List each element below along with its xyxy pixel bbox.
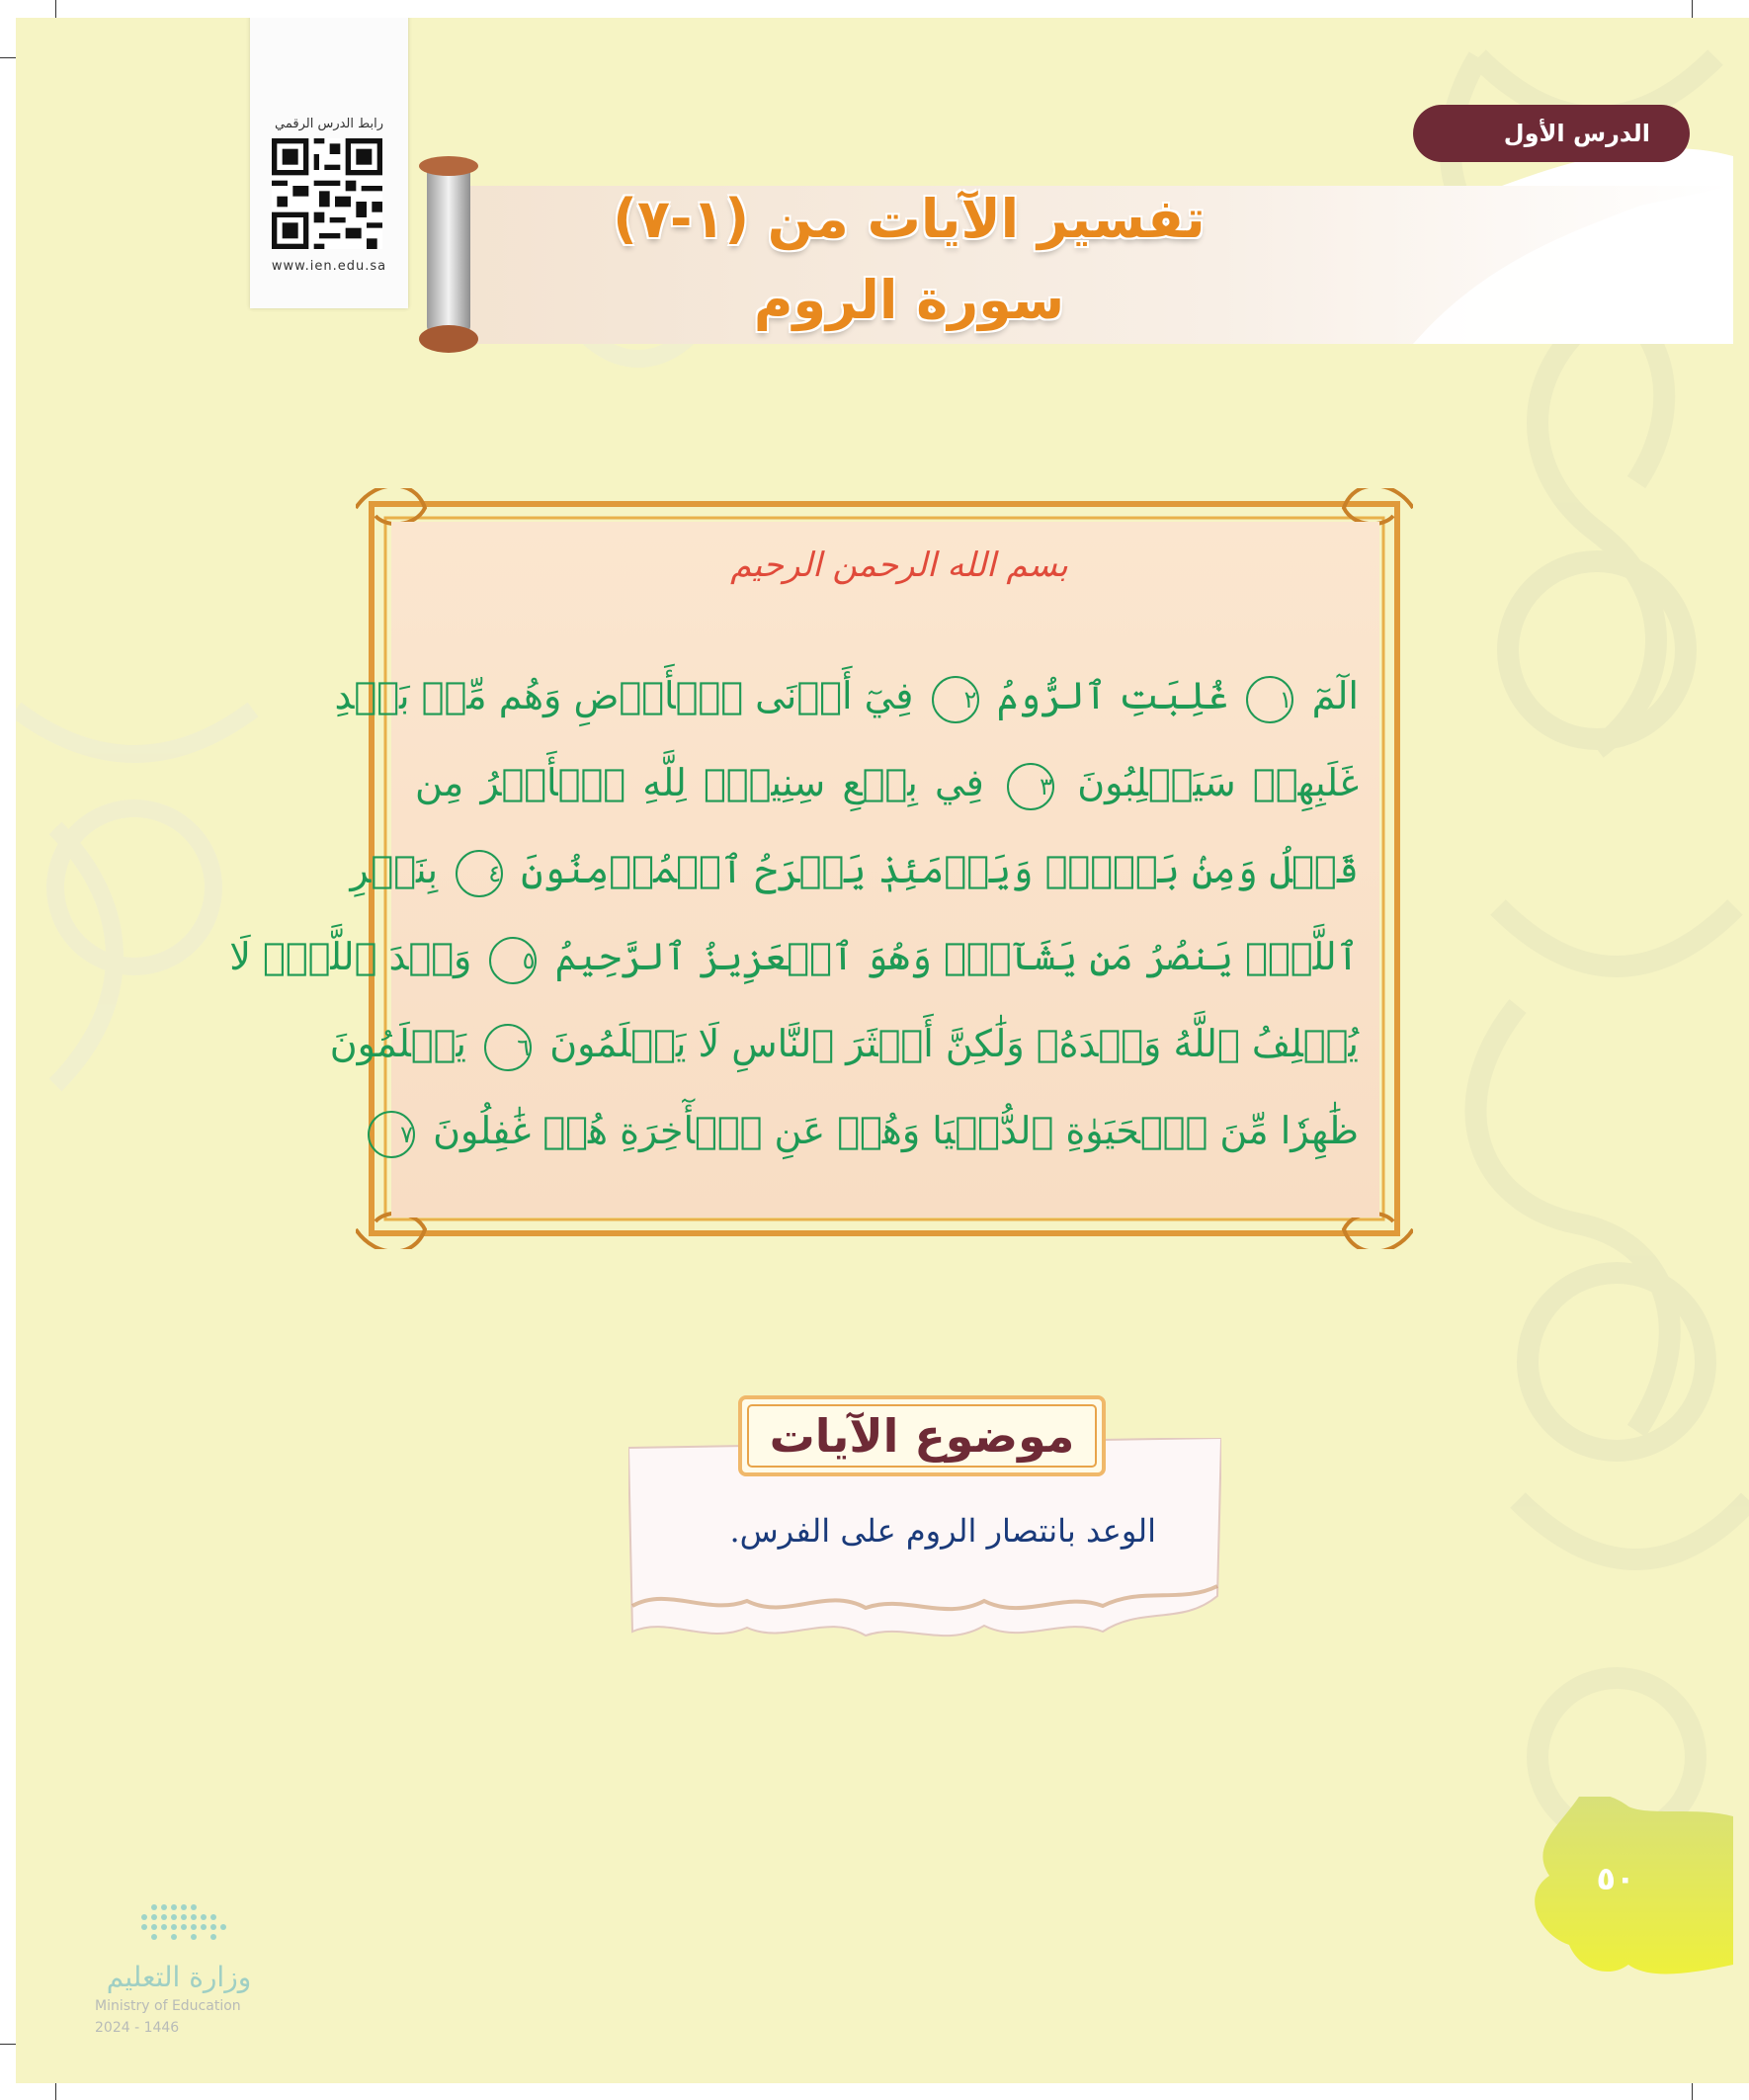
verse-line (229, 913, 1359, 1000)
verse-line (350, 826, 1359, 913)
verse-segment: غُلِبَتِ ٱلرُّومُ (996, 674, 1229, 717)
qr-url[interactable]: www.ien.edu.sa (271, 259, 387, 274)
verses-text (229, 652, 1359, 1174)
verse-number: ٥ (489, 937, 537, 984)
ministry-year: 2024 - 1446 (95, 2020, 180, 2036)
basmala: بسم الله الرحمن الرحيم (730, 546, 1068, 585)
lesson-title: تفسير الآيات من (١-٧) (613, 188, 1206, 250)
verse-line (415, 739, 1359, 826)
verse-segment: يَعۡلَمُونَ (329, 1022, 466, 1065)
verse-segment: ظَٰهِرٗا مِّنَ ٱلۡحَيَوٰةِ ٱلدُّنۡيَا وَهُمۡ عَنِ ٱلۡأٓخِرَةِ هُمۡ غَٰفِلُونَ (433, 1109, 1359, 1152)
verse-line (334, 652, 1359, 739)
qr-code-icon[interactable] (272, 138, 382, 249)
verse-number: ٣ (1007, 763, 1054, 810)
verse-segment: قَبۡلُ وَمِنۢ بَعۡدُۚ وَيَوۡمَئِذٖ يَفۡرَحُ ٱلۡمُؤۡمِنُونَ (521, 848, 1359, 891)
verse-line (329, 1000, 1359, 1087)
verse-segment: بِنَصۡرِ (350, 848, 439, 891)
verse-segment: ٱللَّهِۚ يَنصُرُ مَن يَشَآءُۖ وَهُوَ ٱلۡعَزِيزُ ٱلرَّحِيمُ (554, 935, 1359, 978)
topic-title: موضوع الآيات (769, 1409, 1075, 1463)
verse-segment: غَلَبِهِمۡ سَيَغۡلِبُونَ (1077, 761, 1359, 804)
verse-number: ١ (1246, 676, 1293, 723)
verse-number: ٧ (368, 1111, 415, 1158)
verse-number: ٤ (456, 850, 503, 897)
lesson-badge (1413, 105, 1690, 162)
verse-segment: فِي بِضۡعِ سِنِينَۗ لِلَّهِ ٱلۡأَمۡرُ مِن (415, 761, 984, 804)
lesson-badge-label: الدرس الأول (1503, 120, 1650, 147)
qr-card[interactable] (250, 18, 408, 308)
ministry-name-en: Ministry of Education (95, 1998, 241, 2014)
page-number: ٥٠ (1596, 1860, 1635, 1897)
qr-label: رابط الدرس الرقمي (275, 117, 383, 131)
verse-line (400, 1087, 1359, 1174)
surah-title: سورة الروم (753, 269, 1065, 331)
verse-number: ٦ (484, 1024, 532, 1071)
topic-text: الوعد بانتصار الروم على الفرس. (729, 1512, 1156, 1550)
ministry-logo-icon (95, 1897, 263, 1957)
verse-number: ٢ (932, 676, 979, 723)
verse-segment: وَعۡدَ ٱللَّهِۖ لَا (229, 935, 472, 978)
verse-segment: يُخۡلِفُ ٱللَّهُ وَعۡدَهُۥ وَلَٰكِنَّ أَكۡثَرَ ٱلنَّاسِ لَا يَعۡلَمُونَ (549, 1022, 1359, 1065)
verse-segment: الٓمٓ (1311, 674, 1359, 717)
textbook-page (16, 18, 1749, 2083)
verse-segment: فِيٓ أَدۡنَى ٱلۡأَرۡضِ وَهُم مِّنۢ بَعۡدِ (334, 674, 914, 717)
ministry-name-ar: وزارة التعليم (106, 1961, 252, 1993)
